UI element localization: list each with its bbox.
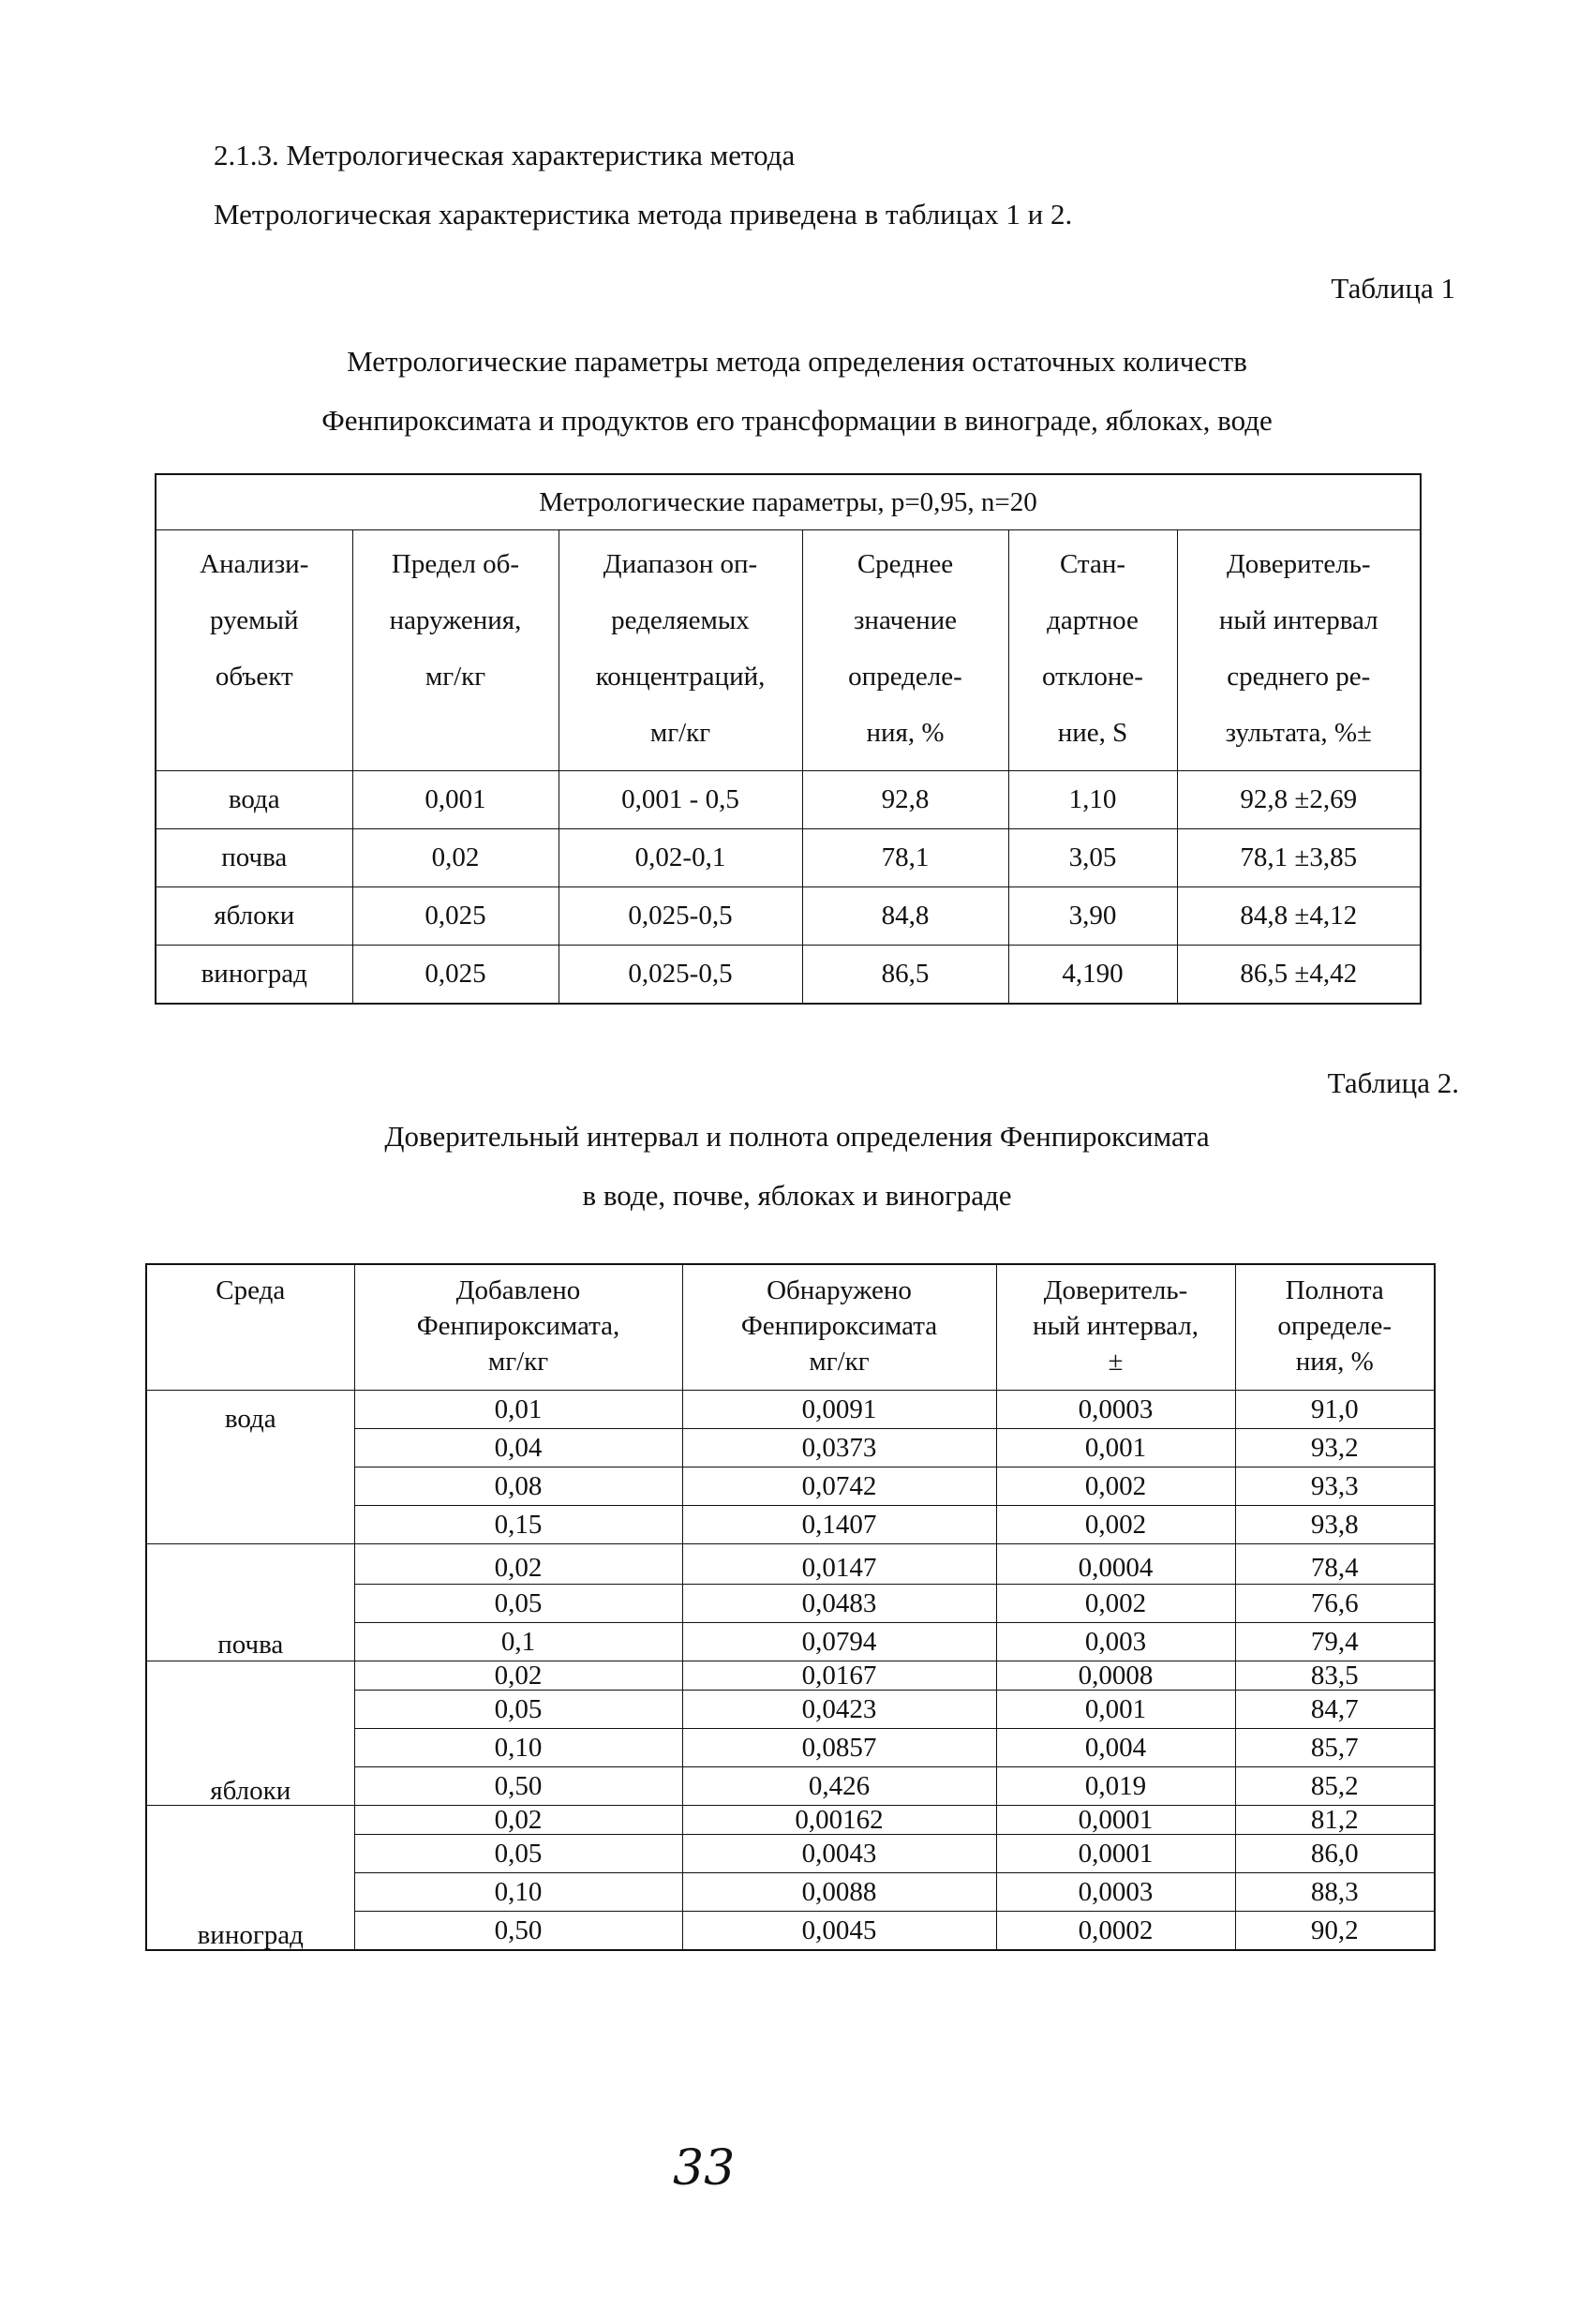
table-cell: 81,2 — [1235, 1806, 1435, 1835]
table1-header-cell-line: определе- — [848, 662, 962, 692]
table-row — [146, 1544, 1435, 1585]
table-cell: 88,3 — [1235, 1873, 1435, 1912]
table2-header-cell — [1235, 1264, 1435, 1391]
table1-header-cell-line: Доверитель- — [1226, 549, 1371, 579]
table-cell: 79,4 — [1235, 1623, 1435, 1661]
table-cell: 0,00162 — [682, 1806, 996, 1835]
table1-header-row — [156, 530, 1421, 771]
table-cell: 0,0483 — [682, 1585, 996, 1623]
table-row — [146, 1391, 1435, 1429]
table2-header-cell-line: мг/кг — [487, 1347, 549, 1377]
table1-header-cell-line: объект — [215, 662, 293, 692]
table1-header-cell-line: мг/кг — [425, 662, 486, 692]
table1-span-header: Метрологические параметры, p=0,95, n=20 — [156, 474, 1421, 530]
table-cell: 0,0003 — [996, 1873, 1235, 1912]
table1-header-cell-line: среднего ре- — [1227, 662, 1371, 692]
table-cell: 0,0004 — [996, 1544, 1235, 1585]
table-cell: 78,4 — [1235, 1544, 1435, 1585]
table-cell: 0,0091 — [682, 1391, 996, 1429]
table-cell: 0,01 — [354, 1391, 682, 1429]
table-cell: 0,05 — [354, 1691, 682, 1729]
table1-header-cell-line: ние, S — [1057, 718, 1128, 748]
table-cell: 0,02-0,1 — [559, 829, 802, 887]
table1-header-cell-line: концентраций, — [595, 662, 766, 692]
table-cell: 3,90 — [1008, 887, 1177, 946]
medium-cell: почва — [146, 1544, 354, 1661]
table2-header-cell-line: определе- — [1277, 1311, 1393, 1341]
table-cell: 76,6 — [1235, 1585, 1435, 1623]
table1-header-cell-line: мг/кг — [649, 718, 711, 748]
table-cell: 0,0088 — [682, 1873, 996, 1912]
table-cell: 0,025-0,5 — [559, 887, 802, 946]
table-cell: 0,004 — [996, 1729, 1235, 1767]
table-cell: вода — [156, 771, 352, 829]
table1-header-cell-line: ный интервал — [1218, 605, 1378, 635]
table-cell: яблоки — [156, 887, 352, 946]
table-cell: 0,02 — [354, 1806, 682, 1835]
table-cell: 86,5 — [802, 946, 1008, 1005]
table-cell: 78,1 ±3,85 — [1177, 829, 1421, 887]
table-cell: 86,0 — [1235, 1835, 1435, 1873]
page-number: 33 — [673, 2140, 736, 2197]
table-cell: 0,10 — [354, 1729, 682, 1767]
table1-header-cell — [352, 530, 559, 771]
table1-title-line2: Фенпироксимата и продуктов его трансформации в винограде, яблоках, воде — [321, 404, 1273, 437]
table-cell: 0,0001 — [996, 1835, 1235, 1873]
table1-header-cell-line: зультата, %± — [1225, 718, 1372, 748]
table2-header-cell-line: Обнаружено — [767, 1275, 912, 1305]
table-cell: 0,002 — [996, 1506, 1235, 1544]
table-cell: 0,0373 — [682, 1429, 996, 1467]
table1-header-cell-line: ределяемых — [611, 605, 750, 635]
table1-title-line1: Метрологические параметры метода определения остаточных количеств — [347, 345, 1247, 378]
metrology-parameters-table — [155, 473, 1422, 1005]
table2-header-cell-line: Фенпироксимата — [740, 1311, 938, 1341]
table-cell: 0,08 — [354, 1467, 682, 1506]
table2-header-cell — [146, 1264, 354, 1391]
table-cell: 0,0147 — [682, 1544, 996, 1585]
table1-header-cell-line: Стан- — [1059, 549, 1126, 579]
table-cell: 93,2 — [1235, 1429, 1435, 1467]
table-cell: 0,025-0,5 — [559, 946, 802, 1005]
table-cell: 92,8 — [802, 771, 1008, 829]
medium-cell: виноград — [146, 1806, 354, 1951]
table-cell: 0,001 — [996, 1429, 1235, 1467]
table-cell: 93,3 — [1235, 1467, 1435, 1506]
table-cell: 3,05 — [1008, 829, 1177, 887]
table2-header-cell-line: ный интервал, — [1032, 1311, 1199, 1341]
table-cell: 0,04 — [354, 1429, 682, 1467]
table-cell: 0,50 — [354, 1912, 682, 1951]
table-cell: 78,1 — [802, 829, 1008, 887]
table2-body — [146, 1391, 1435, 1951]
table-cell: 91,0 — [1235, 1391, 1435, 1429]
table-row — [156, 887, 1421, 946]
table1-header-cell-line: ния, % — [866, 718, 945, 748]
table2-header-cell-line: Полнота — [1285, 1275, 1384, 1305]
table-cell: 0,025 — [352, 946, 559, 1005]
table1-header-cell — [559, 530, 802, 771]
table1-header-cell — [1008, 530, 1177, 771]
table-cell: 4,190 — [1008, 946, 1177, 1005]
table-row — [156, 829, 1421, 887]
table2-title-line1: Доверительный интервал и полнота определения Фенпироксимата — [384, 1120, 1210, 1153]
table1-header-cell — [1177, 530, 1421, 771]
table1-header-cell-line: значение — [853, 605, 958, 635]
table-cell: 0,0857 — [682, 1729, 996, 1767]
table-cell: 85,7 — [1235, 1729, 1435, 1767]
table-cell: 0,0002 — [996, 1912, 1235, 1951]
table-cell: 92,8 ±2,69 — [1177, 771, 1421, 829]
table-cell: 0,15 — [354, 1506, 682, 1544]
table-cell: 84,8 ±4,12 — [1177, 887, 1421, 946]
table-cell: 0,019 — [996, 1767, 1235, 1806]
table-cell: 0,05 — [354, 1835, 682, 1873]
table-cell: 90,2 — [1235, 1912, 1435, 1951]
table-cell: 84,7 — [1235, 1691, 1435, 1729]
table1-header-cell — [156, 530, 352, 771]
table2-header-cell-line: ± — [1108, 1347, 1124, 1377]
table-row — [156, 771, 1421, 829]
table-cell: 0,0167 — [682, 1661, 996, 1691]
table-cell: 0,02 — [352, 829, 559, 887]
table-row — [146, 1806, 1435, 1835]
table-cell: 0,05 — [354, 1585, 682, 1623]
section-heading: 2.1.3. Метрологическая характеристика метода — [214, 139, 796, 171]
table2-number: Таблица 2. — [1327, 1066, 1459, 1099]
table2-header-cell-line: Фенпироксимата, — [416, 1311, 620, 1341]
table-cell: 0,1407 — [682, 1506, 996, 1544]
table-cell: 0,002 — [996, 1467, 1235, 1506]
table2-title-line2: в воде, почве, яблоках и винограде — [582, 1179, 1012, 1212]
table-cell: 0,002 — [996, 1585, 1235, 1623]
table1-header-cell-line: наружения, — [389, 605, 522, 635]
table-cell: 0,001 — [996, 1691, 1235, 1729]
table-cell: 0,1 — [354, 1623, 682, 1661]
table-cell: 0,0794 — [682, 1623, 996, 1661]
table1-header-cell-line: руемый — [210, 605, 299, 635]
table-cell: 86,5 ±4,42 — [1177, 946, 1421, 1005]
table2-header-cell-line: мг/кг — [809, 1347, 870, 1377]
table-row — [156, 946, 1421, 1005]
table-cell: 0,025 — [352, 887, 559, 946]
table-cell: 0,0423 — [682, 1691, 996, 1729]
table2-header-cell-line: Доверитель- — [1043, 1275, 1188, 1305]
table1-header-cell-line: дартное — [1047, 605, 1139, 635]
table-cell: 1,10 — [1008, 771, 1177, 829]
table1-header-cell-line: Диапазон оп- — [603, 549, 758, 579]
table-cell: виноград — [156, 946, 352, 1005]
table-cell: 0,02 — [354, 1661, 682, 1691]
table-cell: 0,0043 — [682, 1835, 996, 1873]
table2-header-cell — [354, 1264, 682, 1391]
table1-header-cell-line: Анализи- — [200, 549, 309, 579]
table-cell: 0,003 — [996, 1623, 1235, 1661]
table2-header-cell — [996, 1264, 1235, 1391]
table-cell: почва — [156, 829, 352, 887]
table-cell: 93,8 — [1235, 1506, 1435, 1544]
table2-header-cell-line: Добавлено — [455, 1275, 581, 1305]
table-cell: 84,8 — [802, 887, 1008, 946]
section-intro-text: Метрологическая характеристика метода приведена в таблицах 1 и 2. — [214, 198, 1073, 231]
table1-header-cell-line: отклоне- — [1042, 662, 1143, 692]
table-cell: 0,0742 — [682, 1467, 996, 1506]
table2-header-row — [146, 1264, 1435, 1391]
table-row — [146, 1661, 1435, 1691]
table-cell: 0,50 — [354, 1767, 682, 1806]
table1-header-cell — [802, 530, 1008, 771]
table2-header-cell-line: ния, % — [1295, 1347, 1374, 1377]
medium-cell: вода — [146, 1391, 354, 1544]
table-cell: 0,0003 — [996, 1391, 1235, 1429]
table-cell: 0,0001 — [996, 1806, 1235, 1835]
table1-header-cell-line: Предел об- — [391, 549, 520, 579]
table-cell: 0,001 - 0,5 — [559, 771, 802, 829]
table1-body — [156, 771, 1421, 1005]
recovery-table — [145, 1263, 1436, 1951]
table-cell: 0,426 — [682, 1767, 996, 1806]
table2-header-cell-line: Среда — [216, 1275, 286, 1305]
table-cell: 0,02 — [354, 1544, 682, 1585]
table-cell: 0,10 — [354, 1873, 682, 1912]
table-cell: 0,0008 — [996, 1661, 1235, 1691]
medium-cell: яблоки — [146, 1661, 354, 1806]
table-cell: 0,001 — [352, 771, 559, 829]
table1-number: Таблица 1 — [1331, 272, 1455, 305]
table-cell: 85,2 — [1235, 1767, 1435, 1806]
table2-header-cell — [682, 1264, 996, 1391]
table-cell: 83,5 — [1235, 1661, 1435, 1691]
table-cell: 0,0045 — [682, 1912, 996, 1951]
table1-header-cell-line: Среднее — [857, 549, 954, 579]
